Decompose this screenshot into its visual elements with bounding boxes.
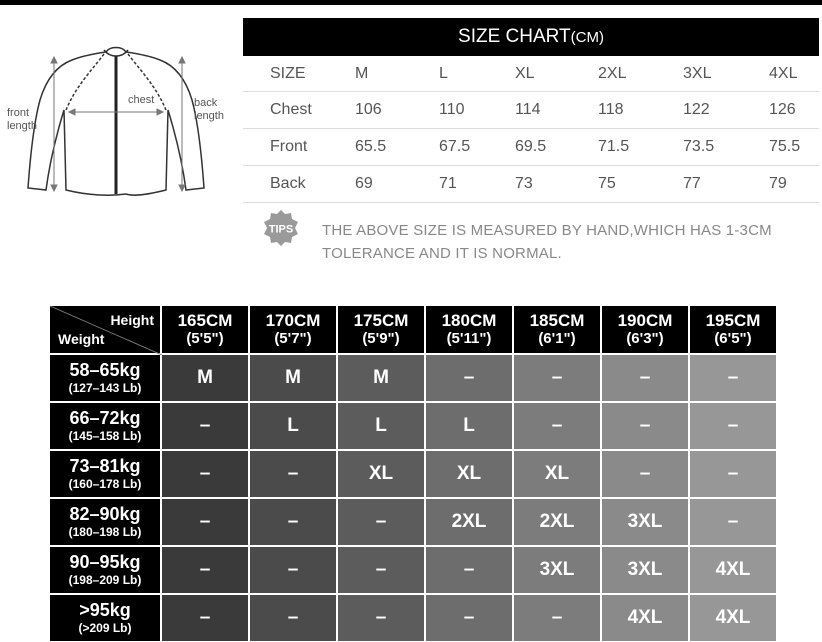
height-header: 165CM (5'5") xyxy=(162,306,250,355)
size-cell: – xyxy=(602,355,690,403)
size-header: L xyxy=(439,64,448,82)
size-header: SIZE xyxy=(270,64,306,82)
back-length-label: back length xyxy=(194,97,224,122)
tips-badge-text: TIPS xyxy=(268,223,294,236)
weight-label: 58–65kg (127–143 Lb) xyxy=(50,355,162,403)
size-header: 2XL xyxy=(598,64,627,82)
table-cell: 118 xyxy=(598,101,624,118)
table-cell: 122 xyxy=(683,101,710,118)
size-cell: – xyxy=(162,451,250,499)
height-header: 185CM (6'1") xyxy=(514,306,602,355)
table-cell: 71 xyxy=(439,175,457,192)
weight-label: 66–72kg (145–158 Lb) xyxy=(50,403,162,451)
grid-row xyxy=(50,499,778,547)
table-cell: 73 xyxy=(515,175,533,192)
size-cell: – xyxy=(690,451,778,499)
table-cell: 114 xyxy=(515,101,541,118)
table-cell: 67.5 xyxy=(439,138,471,155)
size-cell: – xyxy=(514,403,602,451)
weight-label: 73–81kg (160–178 Lb) xyxy=(50,451,162,499)
size-cell: M xyxy=(250,355,338,403)
size-cell: – xyxy=(426,355,514,403)
size-cell: 4XL xyxy=(690,547,778,595)
grid-header-row xyxy=(50,306,778,355)
weight-label: 82–90kg (180–198 Lb) xyxy=(50,499,162,547)
size-cell: – xyxy=(162,547,250,595)
size-header: XL xyxy=(515,64,535,82)
size-cell: 4XL xyxy=(690,595,778,642)
size-cell: XL xyxy=(514,451,602,499)
size-cell: 3XL xyxy=(602,499,690,547)
height-axis-label: Height xyxy=(110,312,154,328)
table-cell: 73.5 xyxy=(683,138,715,155)
row-label: Chest xyxy=(270,101,312,118)
size-cell: 3XL xyxy=(602,547,690,595)
weight-label: >95kg (>209 Lb) xyxy=(50,595,162,642)
table-cell: 110 xyxy=(439,101,465,118)
size-header: 4XL xyxy=(769,64,798,82)
weight-axis-label: Weight xyxy=(58,331,105,347)
size-cell: M xyxy=(338,355,426,403)
size-cell: 4XL xyxy=(602,595,690,642)
size-cell: – xyxy=(426,547,514,595)
size-cell: – xyxy=(514,595,602,642)
size-cell: 2XL xyxy=(514,499,602,547)
size-cell: – xyxy=(426,595,514,642)
size-chart-header-row xyxy=(243,56,819,92)
size-chart-title xyxy=(243,18,819,56)
table-cell: 75 xyxy=(598,175,616,192)
size-cell: M xyxy=(162,355,250,403)
tips-note xyxy=(322,219,772,265)
height-header: 195CM (6'5") xyxy=(690,306,778,355)
table-cell: 126 xyxy=(769,101,796,118)
weight-label: 90–95kg (198–209 Lb) xyxy=(50,547,162,595)
size-cell: – xyxy=(602,403,690,451)
size-chart-row-back xyxy=(243,166,819,203)
size-chart-row-front xyxy=(243,129,819,166)
size-chart-unit: (CM) xyxy=(570,29,604,46)
height-header: 190CM (6'3") xyxy=(602,306,690,355)
row-label: Front xyxy=(270,138,308,155)
grid-row xyxy=(50,595,778,642)
size-cell: – xyxy=(690,403,778,451)
size-cell: L xyxy=(250,403,338,451)
size-cell: – xyxy=(250,547,338,595)
table-cell: 71.5 xyxy=(598,138,630,155)
size-cell: – xyxy=(514,355,602,403)
size-cell: – xyxy=(338,499,426,547)
jersey-diagram xyxy=(0,40,240,210)
table-cell: 65.5 xyxy=(355,138,387,155)
size-header: M xyxy=(355,64,369,82)
size-cell: – xyxy=(338,547,426,595)
size-chart-table xyxy=(243,18,819,203)
size-cell: – xyxy=(162,499,250,547)
size-cell: – xyxy=(602,451,690,499)
grid-row xyxy=(50,355,778,403)
tips-badge-icon xyxy=(262,209,300,247)
front-length-label: front length xyxy=(7,107,37,132)
size-cell: – xyxy=(690,499,778,547)
size-cell: XL xyxy=(338,451,426,499)
size-cell: – xyxy=(250,451,338,499)
size-cell: – xyxy=(690,355,778,403)
grid-corner xyxy=(50,306,162,355)
table-cell: 69.5 xyxy=(515,138,547,155)
grid-row xyxy=(50,403,778,451)
table-cell: 106 xyxy=(355,101,382,118)
size-cell: L xyxy=(338,403,426,451)
tips-line-1: THE ABOVE SIZE IS MEASURED BY HAND,WHICH HAS 1-3CM xyxy=(322,222,772,239)
table-cell: 69 xyxy=(355,175,373,192)
size-cell: – xyxy=(162,595,250,642)
size-header: 3XL xyxy=(683,64,712,82)
size-cell: – xyxy=(162,403,250,451)
row-label: Back xyxy=(270,175,306,192)
chest-label: chest xyxy=(128,94,155,106)
table-cell: 77 xyxy=(683,175,701,192)
size-cell: – xyxy=(250,595,338,642)
top-border xyxy=(0,0,822,5)
size-chart-title-text: SIZE CHART xyxy=(458,26,571,47)
height-weight-grid xyxy=(50,306,778,642)
tips-line-2: TOLERANCE AND IT IS NORMAL. xyxy=(322,245,562,262)
size-cell: – xyxy=(338,595,426,642)
height-header: 170CM (5'7") xyxy=(250,306,338,355)
table-cell: 79 xyxy=(769,175,787,192)
size-cell: 3XL xyxy=(514,547,602,595)
height-header: 175CM (5'9") xyxy=(338,306,426,355)
size-cell: – xyxy=(250,499,338,547)
height-header: 180CM (5'11") xyxy=(426,306,514,355)
size-cell: 2XL xyxy=(426,499,514,547)
grid-row xyxy=(50,547,778,595)
size-cell: L xyxy=(426,403,514,451)
grid-row xyxy=(50,451,778,499)
size-cell: XL xyxy=(426,451,514,499)
table-cell: 75.5 xyxy=(769,138,801,155)
size-chart-row-chest xyxy=(243,92,819,129)
